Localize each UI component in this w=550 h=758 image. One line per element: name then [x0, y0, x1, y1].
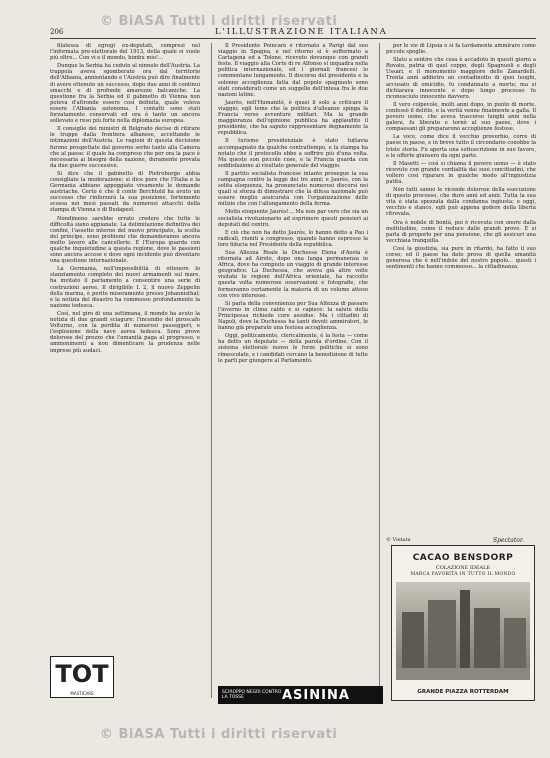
asinina-brand: ASININA: [282, 687, 350, 703]
building-shape: [428, 600, 456, 672]
paragraph: Nondimeno sarebbe errato credere che tutte le difficoltà siano appianate. La delimitazione definitiva dei confini, l'assetto interno del nuovo principato, la scelta del principe, sono problemi che domanderanno ancora molto lavoro alle cancellerie. E l'Europa guarda con qualche inquietudine a questa regione, dove le passioni sono ancora accese e dove ogni incidente può diventare una questione internazionale.: [50, 215, 200, 265]
tot-advertisement: [50, 656, 114, 698]
watermark-bottom: © BiASA Tutti i diritti riservati: [100, 727, 338, 742]
text-column-right: [386, 43, 536, 533]
paragraph: Il consiglio dei ministri di Belgrado decise di ritirare le truppe dalla frontiera albanese, accettando le intimazioni dell'Austria. Le ragioni di questa decisione furono prospettate dal governo serbo tanto alla Camera che al paese: il quale ha compreso che per ora la pace è necessaria ai bisogni della nazione, duramente provata da due guerre successive.: [50, 126, 200, 169]
bensdorp-advertisement: [391, 545, 535, 701]
asinina-advertisement: [218, 686, 383, 704]
bensdorp-caption: GRANDE PIAZZA ROTTERDAM: [417, 689, 509, 695]
paragraph: Si parla della convenienza per Sua Altezza di passare l'inverno in clima caldo e si capisce: la salute della Principessa richiede cure assidue. Ma i cittadini di Napoli, dove la Duchessa ha tanti devoti ammiratori, le hanno già preparato una festosa accoglienza.: [218, 300, 368, 332]
paragraph: Così, nel giro di una settimana, il mondo ha avuto la notizia di due grandi sciagure: l'incendio del piroscafo Volturno, con la perdita di numerosi passeggeri, e l'esplosione della nave aerea tedesca. Sono prove dolorose del prezzo che l'umanità paga al progresso, e ammonimenti a non dimenticare la prudenza nelle imprese più audaci.: [50, 310, 200, 354]
square-ground: [396, 668, 530, 680]
tower-shape: [460, 590, 470, 672]
paragraph: Oggi, politicamente, clericalmente, è la festa — come ha detto un deputato — della parola d'ordine. Con il sistema elettorale nuovo le forze politiche si sono rimescolate, e i candidati cercano la benedizione di tutte le parti per giungere al Parlamento.: [218, 333, 368, 364]
paragraph: Si dice che il gabinetto di Pietroburgo abbia consigliato la moderazione; si dice pure che l'Italia e la Germania abbiano appoggiato vivamente le domande austriache. Certo è che il conte Berchtold ha avuto un successo che rinforzerà la sua posizione, fortemente scossa nei mesi passati da numerosi attacchi della stampa di Vienna e di Budapest.: [50, 170, 200, 214]
header-rule: [50, 38, 536, 39]
watermark-top: © BiASA Tutti i diritti riservati: [100, 14, 338, 29]
tot-tagline: MASTICARE: [70, 691, 94, 696]
paragraph: Il turismo presidenziale è stato tuttavia accompagnato da qualche contrattempo, e la stampa ha notato che il protocollo ebbe a soffrire più d'una volta. Ma queste son piccole cose, e la Francia guarda con soddisfazione al risultato generale del viaggio.: [218, 138, 368, 169]
paragraph: Ora è nobile di bontà, poi è ricevuta con onore dalla moltitudine, come il reduce dalle grandi prove. E si parla di proporlo per una pensione, che gli assicuri una vecchiaia tranquilla.: [386, 219, 536, 244]
paragraph: filatessa di egregi ex-deputati, compresi nel l'informata pre-elettorale del 1913, della quale si vuole più oltre... Con vi e il mondo, bimbu mio!...: [50, 43, 200, 62]
column-divider: [379, 43, 380, 698]
paragraph: Il vero colpevole, molti anni dopo, in punto di morte, confessò il delitto, e la verità venne finalmente a galla. Il povero uomo, che aveva trascorso lunghi anni nella galera, fu liberato e tornò al suo paese, dove i compaesani gli prepararono accoglienze festose.: [386, 101, 536, 133]
author-signoff: Spectator.: [493, 537, 524, 544]
paragraph: E ciò che non ha detto Jaurès, lo hanno detto a Pau i radicali, riuniti a congresso, quando hanno espresso la loro fiducia nel Presidente della repubblica.: [218, 229, 368, 248]
text-column-middle: [218, 43, 368, 683]
paragraph: Così la giustizia, sia pure in ritardo, ha fatto il suo corso; ed il paese ha dato prova di quella umanità generosa che è nell'indole del nostro popolo... questi i sentimenti che hanno commosso... la cittadinanza.: [386, 245, 536, 271]
building-shape: [402, 612, 424, 672]
paragraph: Jaurès, nell'Humanité, è quasi il solo a criticare il viaggio; egli teme che la politica d'alleanze spinga la Francia verso avventure militari. Ma la grande maggioranza dell'opinione pubblica ha applaudito il presidente, che ha saputo rappresentare degnamente la repubblica.: [218, 99, 368, 137]
paragraph: per le vie di Lipsia e si fa tardamente ammirare come piccole spoglie.: [386, 43, 536, 56]
copyright-note: © Vietata: [386, 537, 411, 543]
paragraph: Non tutti sanno le vicende dolorose della esecuzione di questo processo, che durò anni ed anni. Tutta la sua vita è stata spezzata dalla condanna ingiusta; e oggi, vecchio e stanco, egli può appena godere della libertà ritrovata.: [386, 187, 536, 218]
bensdorp-brand: CACAO BENSDORP: [412, 553, 514, 563]
text-column-left: [50, 43, 200, 698]
bensdorp-subtitle: COLAZIONE IDEALE: [435, 565, 491, 571]
page-number: 206: [50, 28, 64, 36]
paragraph: La Germania, nell'impossibilità di ottenere lo stanziamento completo dei nuovi armamenti sul mare, ha invitato il parlamento a consentire una serie di costruzioni aeree. Il dirigibile L 2, il nuovo Zeppelin della marina, è perito miseramente presso Johannisthal; e la notizia del disastro ha commosso profondamente la nazione tedesca.: [50, 266, 200, 309]
building-shape: [504, 618, 526, 672]
rotterdam-square-photo: [396, 582, 530, 680]
paragraph: Stato a sentire che cosa è accaduto in questi giorni a Rovato, patria di quel coppo, degli Spagnuoli e degli Ussari, e il monumento maggiore dello Zanardelli. Trenta anni addietro un contadinotto di quei luoghi, accusato di omicidio, fu condannato a morte; ma si dichiarava innocente e dopo lungo processo fu riconosciuto innocente davvero.: [386, 57, 536, 100]
bensdorp-subtitle-2: MARCA FAVORITA IN TUTTO IL MONDO: [410, 572, 516, 577]
paragraph: Molto eloquente Jaurès!... Ma non par vero che sia un socialista rivoluzionario ad esprimere questi pensieri ai deputati del centro.: [218, 209, 368, 228]
paragraph: Sua Altezza Reale la Duchessa Elena d'Aosta è ritornata ad Airolo, dopo una lunga permanenza in Africa, dove ha compiuto un viaggio di grande interesse geografico. La Duchessa, che aveva già altre volte visitato le regioni dell'Africa orientale, ha raccolto questa volta numerose osservazioni e fotografie, che formeranno certamente la materia di un volume atteso con vivo interesse.: [218, 250, 368, 299]
paragraph: Il partito socialista francese intanto prosegue la sua campagna contro la legge dei tre anni; e Jaurès, con la solita eloquenza, ha pronunciato numerosi discorsi nei quali si sforza di dimostrare che la difesa nazionale può essere meglio assicurata con l'organizzazione delle milizie che con l'allungamento della ferma.: [218, 170, 368, 208]
column-divider: [211, 43, 212, 698]
paragraph: Dunque la Serbia ha ceduto al ninnolo dell'Austria. La trappola aveva sgomberato ora dal territorio dell'Albania, annientando e l'Austria può dire finalmente di avere ottenuto un successo, dopo due anni di continui smacchi e di profonde amarezze balcaniche. La questione fra la Serbia ed il gabinetto di Vienna non poteva d'altronde essere così definita, quale voleva essere l'Albania autonoma. I contatti sono stati forzatamente conservati ed ora è tanto un ancora sollevato e reso più forte nella diplomazia europea.: [50, 63, 200, 125]
paragraph: Il Presidente Poincaré è ritornato a Parigi dal suo viaggio in Spagna, e nel ritorno si è soffermato a Cartagena ed a Tolone, ricevuto dovunque con grandi feste. Il viaggio alla Corte di re Alfonso si inquadra nella politica internazionale, ed i giornali francesi lo commentano lungamente. Il discorso del presidente e la solenne accoglienza fatta dal popolo spagnuolo sono stati considerati come un suggello dell'intesa fra le due nazioni latine.: [218, 43, 368, 98]
paragraph: La voce, come dice il vecchio proverbio, corre di paese in paese, e in breve tutto il circondario conobbe la triste storia. Fu aperta una sottoscrizione in suo favore, e le offerte giunsero da ogni parte.: [386, 134, 536, 159]
paragraph: Il Masetti — così si chiama il povero uomo — è stato ricevuto con grande cordialità dai suoi concittadini, che vollero così riparare in qualche modo all'ingiustizia patita.: [386, 160, 536, 185]
asinina-tagline: SCIROPPO NEGRI CONTRO LA TOSSE: [222, 690, 282, 700]
building-shape: [474, 608, 500, 672]
running-title: L'ILLUSTRAZIONE ITALIANA: [215, 27, 388, 37]
tot-brand: TOT: [55, 660, 109, 688]
